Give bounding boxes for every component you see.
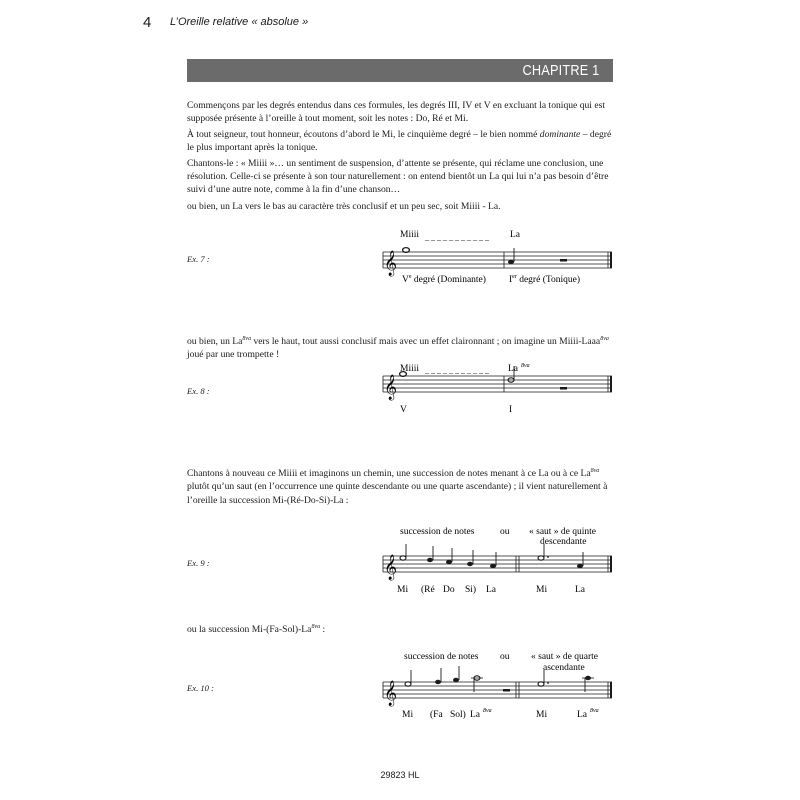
ex9-syllable: Mi <box>397 585 409 595</box>
paragraph-degrees: Commençons par les degrés entendus dans ces formules, les degrés III, IV et V en excluant la tonique qui est supposée présente à l’oreille à tout moment, soit les notes : Do, Ré et Mi. <box>187 100 606 125</box>
ex7-sup-e: e <box>408 274 412 280</box>
paragraph-la-haut-part1: ou bien, un La <box>187 336 243 348</box>
paragraph-chemin-part1: Chantons à nouveau ce Miiii et imaginons un chemin, une succession de notes menant à ce La ou à ce La <box>187 468 591 480</box>
ex10-heading-saut: « saut » de quarte <box>531 652 599 662</box>
quarter-note <box>585 676 591 680</box>
quarter-note <box>435 680 441 684</box>
treble-clef-icon: 𝄞 <box>384 554 398 579</box>
ex7-degre-tonique: degré (Tonique) <box>516 275 581 285</box>
ex9-syllable: La <box>486 585 497 595</box>
chapter-title: CHAPITRE 1 <box>522 62 599 79</box>
octave-mark: 8va <box>600 336 609 342</box>
ex9-syllable: Mi <box>536 585 548 595</box>
ex7-roman-v: V <box>402 275 409 285</box>
paragraph-dominante-part1: À tout seigneur, tout honneur, écoutons d’abord le Mi, le cinquième degré – le bien nommé <box>187 129 538 140</box>
page-number: 4 <box>143 14 152 31</box>
treble-clef-icon: 𝄞 <box>384 680 398 705</box>
example-8-label: Ex. 8 : <box>187 386 210 396</box>
ex8-above-mi: Miiii <box>400 364 420 374</box>
treble-clef-icon: 𝄞 <box>384 250 398 275</box>
ex8-below-i: I <box>509 405 513 415</box>
ex9-syllable: La <box>575 585 586 595</box>
half-note <box>405 682 411 686</box>
ex10-syllable: Mi <box>402 710 414 720</box>
term-dominante: dominante <box>539 129 581 140</box>
ex9-heading-descendante: descendante <box>540 537 587 547</box>
octave-mark: 8va <box>483 708 492 714</box>
ex10-syllable: La <box>577 710 588 720</box>
ex9-heading-succession: succession de notes <box>400 527 475 537</box>
example-9-label: Ex. 9 : <box>187 558 210 568</box>
paragraph-la-bas: ou bien, un La vers le bas au caractère très conclusif et un peu sec, soit Miiii - La. <box>187 201 501 212</box>
octave-mark: 8va <box>590 708 599 714</box>
octave-mark: 8va <box>521 363 530 369</box>
footer-code: 29823 HL <box>380 770 420 780</box>
paragraph-la-haut-part2: vers le haut, tout aussi conclusif mais avec un effet claironnant ; on imagine un Miiii-Laaa <box>251 336 601 348</box>
ex10-syllable: La <box>470 710 481 720</box>
ex7-above-mi: Miiii <box>400 230 420 240</box>
ex8-above-la: La <box>508 364 519 374</box>
ex7-sup-er: er <box>512 274 517 280</box>
ex10-syllable: Sol) <box>450 710 466 720</box>
ex10-heading-succession: succession de notes <box>404 652 479 662</box>
ex7-degre-dominante: degré (Dominante) <box>411 275 486 285</box>
ex8-below-v: V <box>400 405 407 415</box>
ex9-heading-ou: ou <box>500 527 510 537</box>
paragraph-chantons: Chantons-le : « Miiii »… un sentiment de suspension, d’attente se présente, qui réclame une conclusion, une résolution. Celle-ci se présente à son tour naturellement : on entend bientôt un La qui lui n’a pas besoin d’être suivi d’une autre note, comme à la fin d’une chanson… <box>187 158 609 196</box>
running-title: L’Oreille relative « absolue » <box>170 16 309 28</box>
treble-clef-icon: 𝄞 <box>384 374 398 399</box>
ex9-syllable: Do <box>443 585 455 595</box>
ex9-syllable: (Ré <box>421 585 435 595</box>
paragraph-la-haut-part3: joué par une trompette ! <box>187 349 280 361</box>
ex10-syllable: (Fa <box>430 710 443 720</box>
ex10-syllable: Mi <box>536 710 548 720</box>
ex7-above-la: La <box>510 230 521 240</box>
paragraph-fa-sol-part1: ou la succession Mi-(Fa-Sol)-La <box>187 624 312 636</box>
example-10-label: Ex. 10 : <box>187 683 214 693</box>
octave-mark: 8va <box>311 624 321 630</box>
dotted-half-note <box>538 682 544 686</box>
octave-mark: 8va <box>242 336 252 342</box>
quarter-note <box>453 678 459 682</box>
ex7-roman-i: I <box>509 275 513 285</box>
paragraph-fa-sol-part2: : <box>320 624 326 636</box>
ex8-dashes: _ _ _ _ _ _ _ _ _ _ _ <box>425 366 489 375</box>
example-7-label: Ex. 7 : <box>187 254 210 264</box>
paragraph-dominante-part2: – degré le plus important après la tonique. <box>187 129 612 154</box>
ex10-heading-ascendante: ascendante <box>543 663 585 673</box>
ex10-heading-ou: ou <box>500 652 510 662</box>
ex9-syllable: Si) <box>465 585 477 595</box>
octave-mark: 8va <box>590 468 600 474</box>
paragraph-chemin-part2: plutôt qu’un saut (en l’occurrence une quinte descendante ou une quarte ascendante) ; il vient naturellement à l’oreille la succession Mi-(Ré-Do-Si)-La : <box>187 481 608 506</box>
ex7-dashes: _ _ _ _ _ _ _ _ _ _ _ <box>425 233 489 242</box>
half-rest <box>503 689 510 692</box>
ex9-heading-saut: « saut » de quinte <box>529 527 597 537</box>
